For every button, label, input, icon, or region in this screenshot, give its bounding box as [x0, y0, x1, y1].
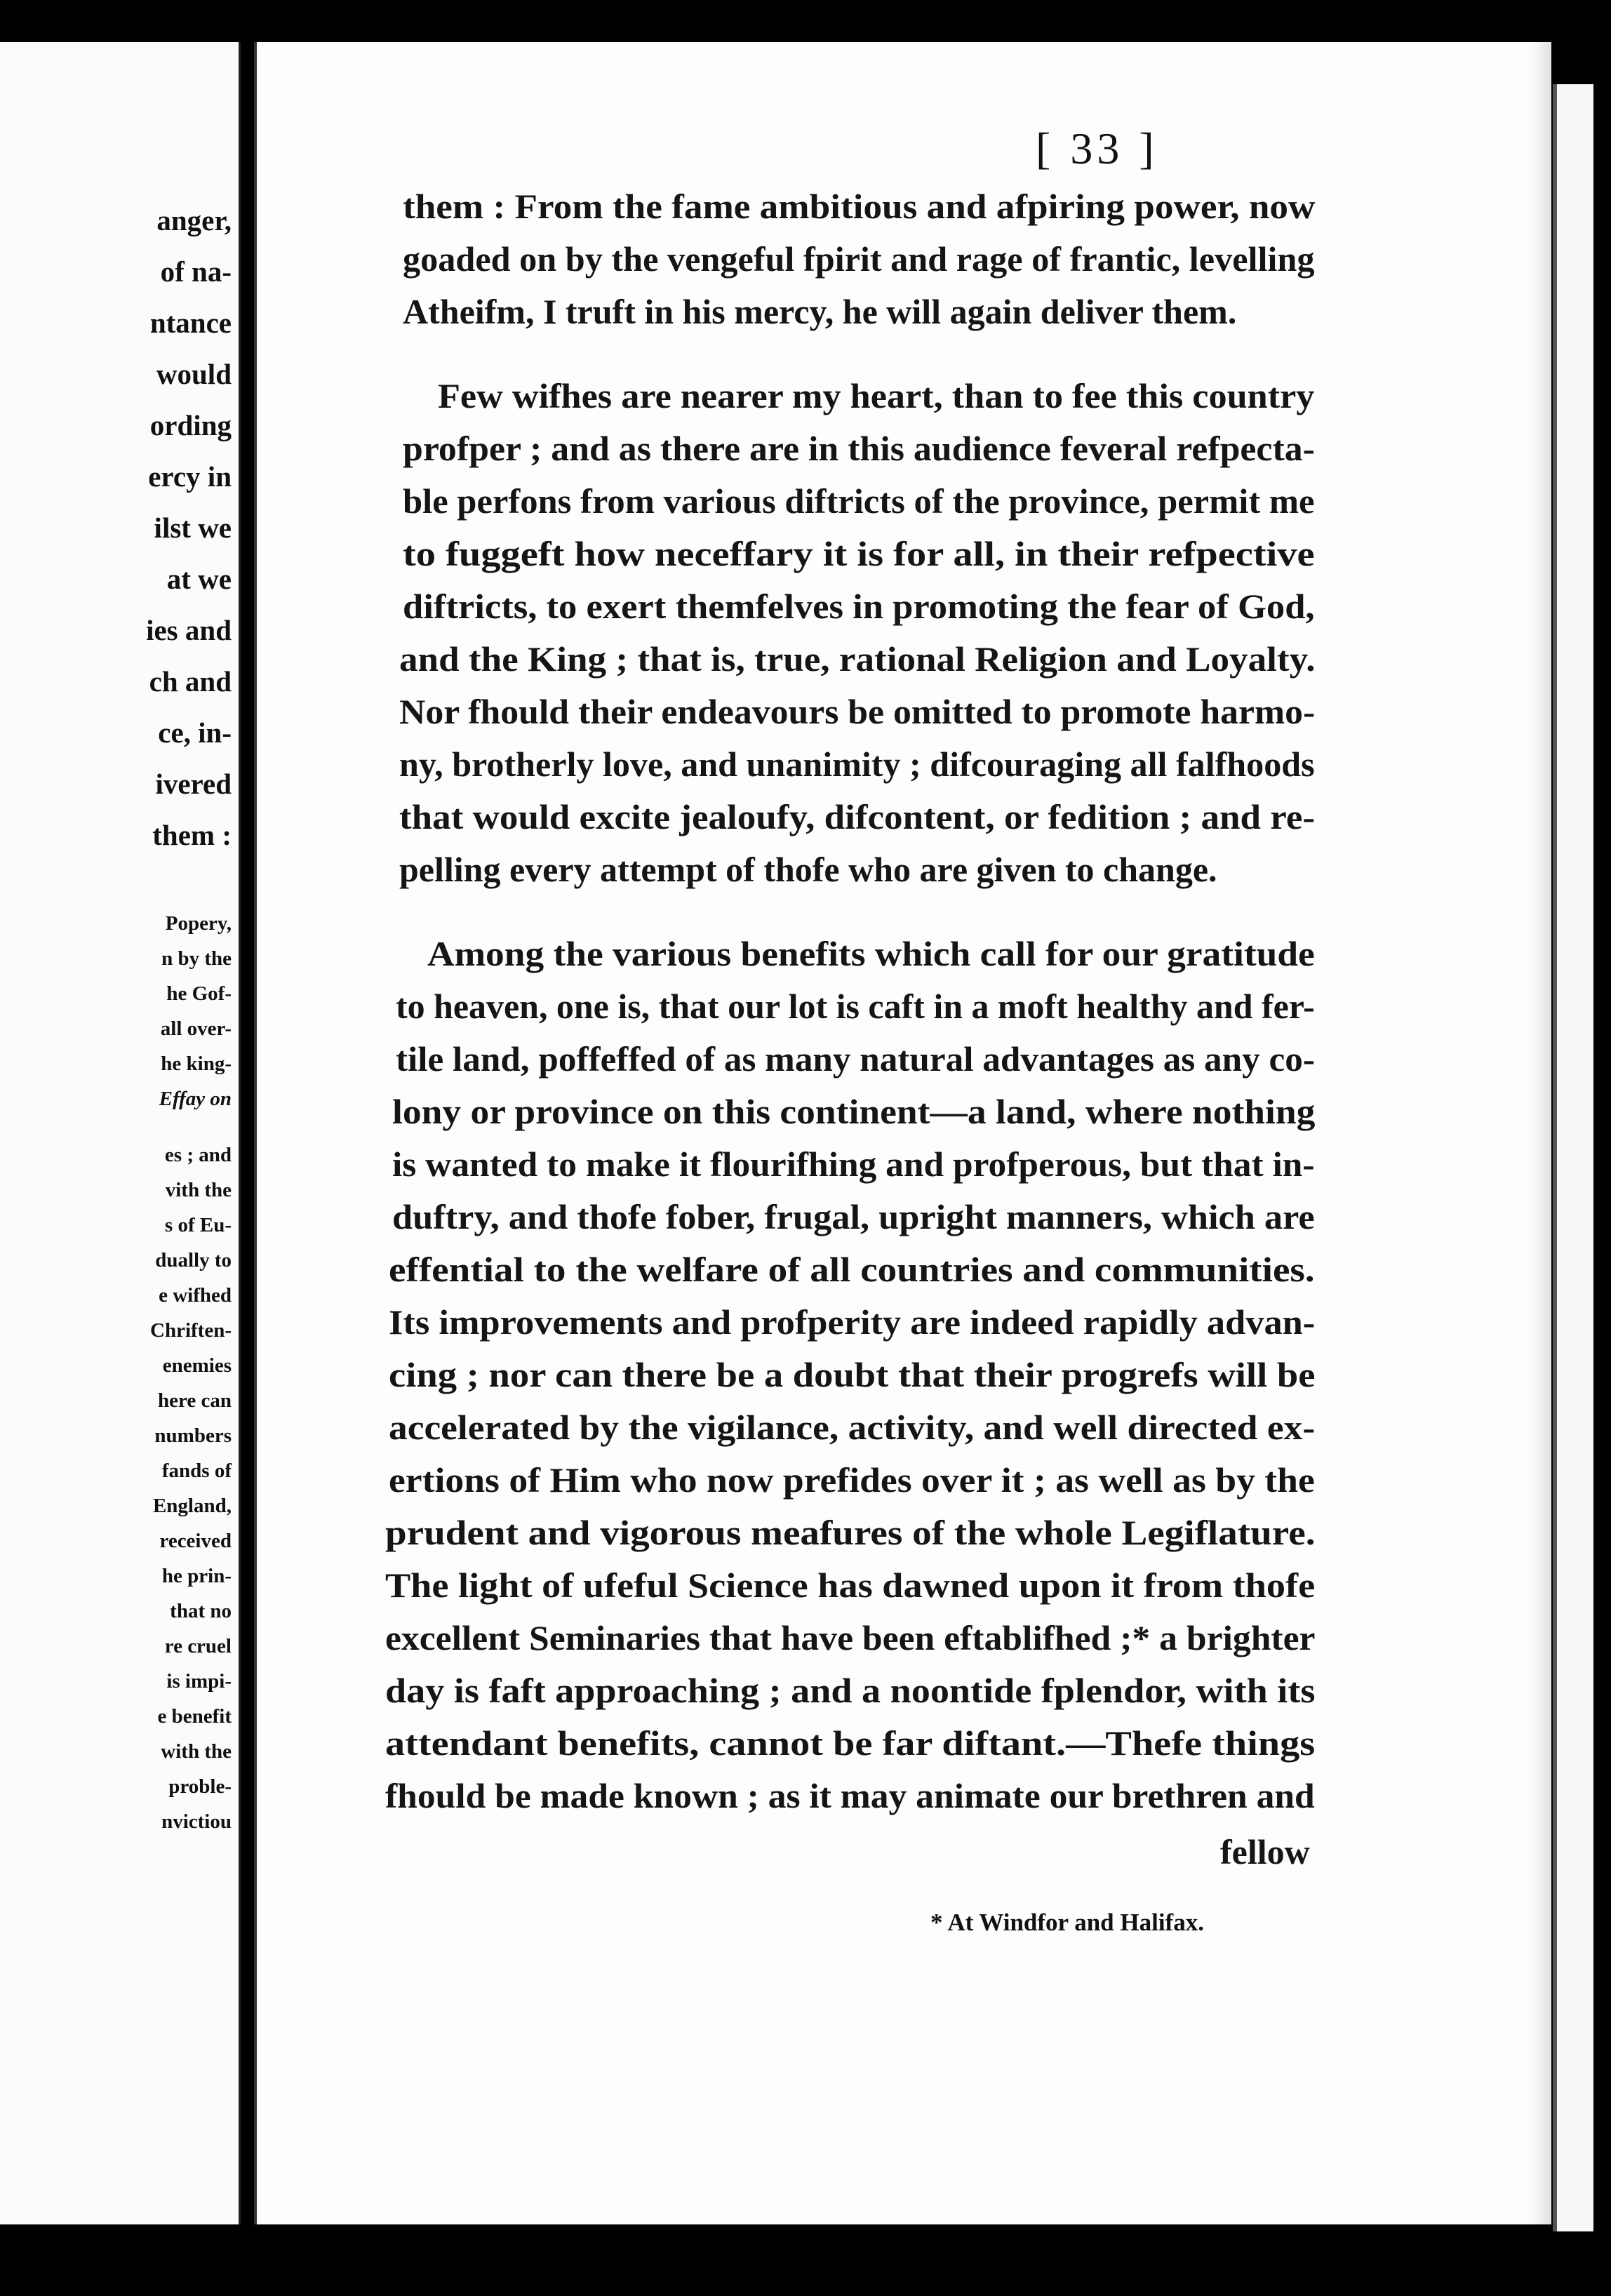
- body-text-line: Few wifhes are nearer my heart, than to fee this country: [438, 376, 1315, 415]
- body-text-line: attendant benefits, cannot be far diftant.—Thefe things: [385, 1723, 1316, 1763]
- body-text-line: effential to the welfare of all countries and communities.: [389, 1250, 1315, 1289]
- body-text-line: ertions of Him who now prefides over it ; as well as by the: [389, 1460, 1315, 1500]
- previous-page-line: would: [156, 358, 232, 390]
- body-text-line: pelling every attempt of thofe who are given to change.: [399, 850, 1217, 889]
- previous-page-note-line: re cruel: [164, 1635, 232, 1657]
- body-text-line: that would excite jealoufy, difcontent, or fedition ; and re-: [399, 797, 1316, 836]
- body-text-line: Nor fhould their endeavours be omitted to promote harmo-: [399, 692, 1316, 731]
- previous-page-edge: [0, 42, 241, 2224]
- body-text-line: ny, brotherly love, and unanimity ; difcouraging all falfhoods: [399, 745, 1315, 784]
- previous-page-note-line: is impi-: [166, 1670, 232, 1693]
- page-number: [ 33 ]: [1036, 124, 1158, 173]
- previous-page-line: ording: [149, 409, 232, 441]
- body-text-line: lony or province on this continent—a land, where nothing: [392, 1092, 1316, 1131]
- previous-page-line: ies and: [146, 614, 232, 646]
- body-text-line: accelerated by the vigilance, activity, and well directed ex-: [389, 1408, 1316, 1447]
- body-text-line: day is faft approaching ; and a noontide fplendor, with its: [385, 1671, 1316, 1710]
- body-text-line: profper ; and as there are in this audience feveral refpecta-: [403, 429, 1315, 468]
- previous-page-note-line: vith the: [165, 1179, 232, 1201]
- body-text-line: to fuggeft how neceffary it is for all, in their refpective: [403, 534, 1315, 573]
- previous-page-line: ercy in: [148, 460, 232, 493]
- previous-page-note-line: that no: [170, 1600, 232, 1622]
- previous-page-note-line: dually to: [155, 1249, 232, 1272]
- previous-page-note-line: e benefit: [157, 1705, 232, 1728]
- body-text-line: Atheifm, I truft in his mercy, he will again deliver them.: [403, 292, 1237, 331]
- body-text-line: excellent Seminaries that have been eftablifhed ;* a brighter: [385, 1618, 1316, 1657]
- body-text-line: duftry, and thofe fober, frugal, upright manners, which are: [392, 1197, 1315, 1236]
- body-text-line: ble perfons from various diftricts of the province, permit me: [403, 481, 1315, 521]
- previous-page-note-line: Chriften-: [150, 1319, 232, 1342]
- previous-page-note-line: he Gof-: [166, 982, 232, 1005]
- footnote: * At Windfor and Halifax.: [930, 1909, 1204, 1936]
- previous-page-note-line: n by the: [161, 947, 232, 970]
- previous-page-note-line: England,: [152, 1495, 232, 1517]
- current-page: [254, 42, 1551, 2224]
- body-text-line: diftricts, to exert themfelves in promoting the fear of God,: [403, 587, 1315, 626]
- body-text-line: fellow: [1220, 1832, 1310, 1871]
- body-text-line: and the King ; that is, true, rational Religion and Loyalty.: [399, 639, 1316, 679]
- previous-page-line: ch and: [149, 665, 232, 698]
- previous-page-note-line: he king-: [161, 1053, 232, 1075]
- previous-page-line: at we: [166, 563, 232, 595]
- previous-page-line: them :: [152, 819, 232, 851]
- previous-page-note-line: es ; and: [164, 1144, 232, 1166]
- previous-page-line: ilst we: [154, 512, 232, 544]
- previous-page-note-line: Effay on: [159, 1088, 232, 1110]
- body-text-line: Its improvements and profperity are indeed rapidly advan-: [389, 1302, 1316, 1342]
- body-text-line: tile land, poffeffed of as many natural advantages as any co-: [396, 1039, 1315, 1079]
- previous-page-note-line: all over-: [160, 1017, 232, 1040]
- previous-page-note-line: fands of: [161, 1460, 232, 1482]
- body-text-line: to heaven, one is, that our lot is caft in a moft healthy and fer-: [396, 987, 1315, 1026]
- previous-page-note-line: here can: [158, 1389, 232, 1412]
- body-text-line: fhould be made known ; as it may animate our brethren and: [385, 1776, 1315, 1815]
- body-text-line: cing ; nor can there be a doubt that their progrefs will be: [389, 1355, 1316, 1394]
- body-text-line: prudent and vigorous meafures of the whole Legiflature.: [385, 1513, 1316, 1552]
- previous-page-note-line: he prin-: [161, 1565, 232, 1587]
- previous-page-note-line: enemies: [162, 1354, 232, 1377]
- previous-page-note-line: e wifhed: [159, 1284, 232, 1307]
- previous-page-line: ce, in-: [158, 716, 232, 749]
- previous-page-line: of na-: [160, 255, 232, 288]
- previous-page-note-line: s of Eu-: [164, 1214, 232, 1236]
- previous-page-line: ntance: [149, 307, 232, 339]
- body-text-line: is wanted to make it flourifhing and profperous, but that in-: [392, 1144, 1315, 1184]
- previous-page-note-line: received: [159, 1530, 232, 1552]
- previous-page-note-line: proble-: [168, 1775, 232, 1798]
- page-edge: [1553, 84, 1593, 2231]
- body-text-line: them : From the fame ambitious and afpiring power, now: [403, 187, 1316, 226]
- previous-page-line: ivered: [155, 768, 232, 800]
- previous-page-note-line: numbers: [154, 1424, 232, 1447]
- body-text-line: The light of ufeful Science has dawned upon it from thofe: [385, 1566, 1316, 1605]
- previous-page-line: anger,: [156, 204, 232, 236]
- previous-page-note-line: with the: [161, 1740, 232, 1763]
- body-text-line: Among the various benefits which call for our gratitude: [427, 934, 1315, 973]
- body-text-line: goaded on by the vengeful fpirit and rage of frantic, levelling: [403, 239, 1315, 279]
- previous-page-note-line: Popery,: [165, 912, 232, 935]
- previous-page-note-line: nvictiou: [161, 1810, 232, 1833]
